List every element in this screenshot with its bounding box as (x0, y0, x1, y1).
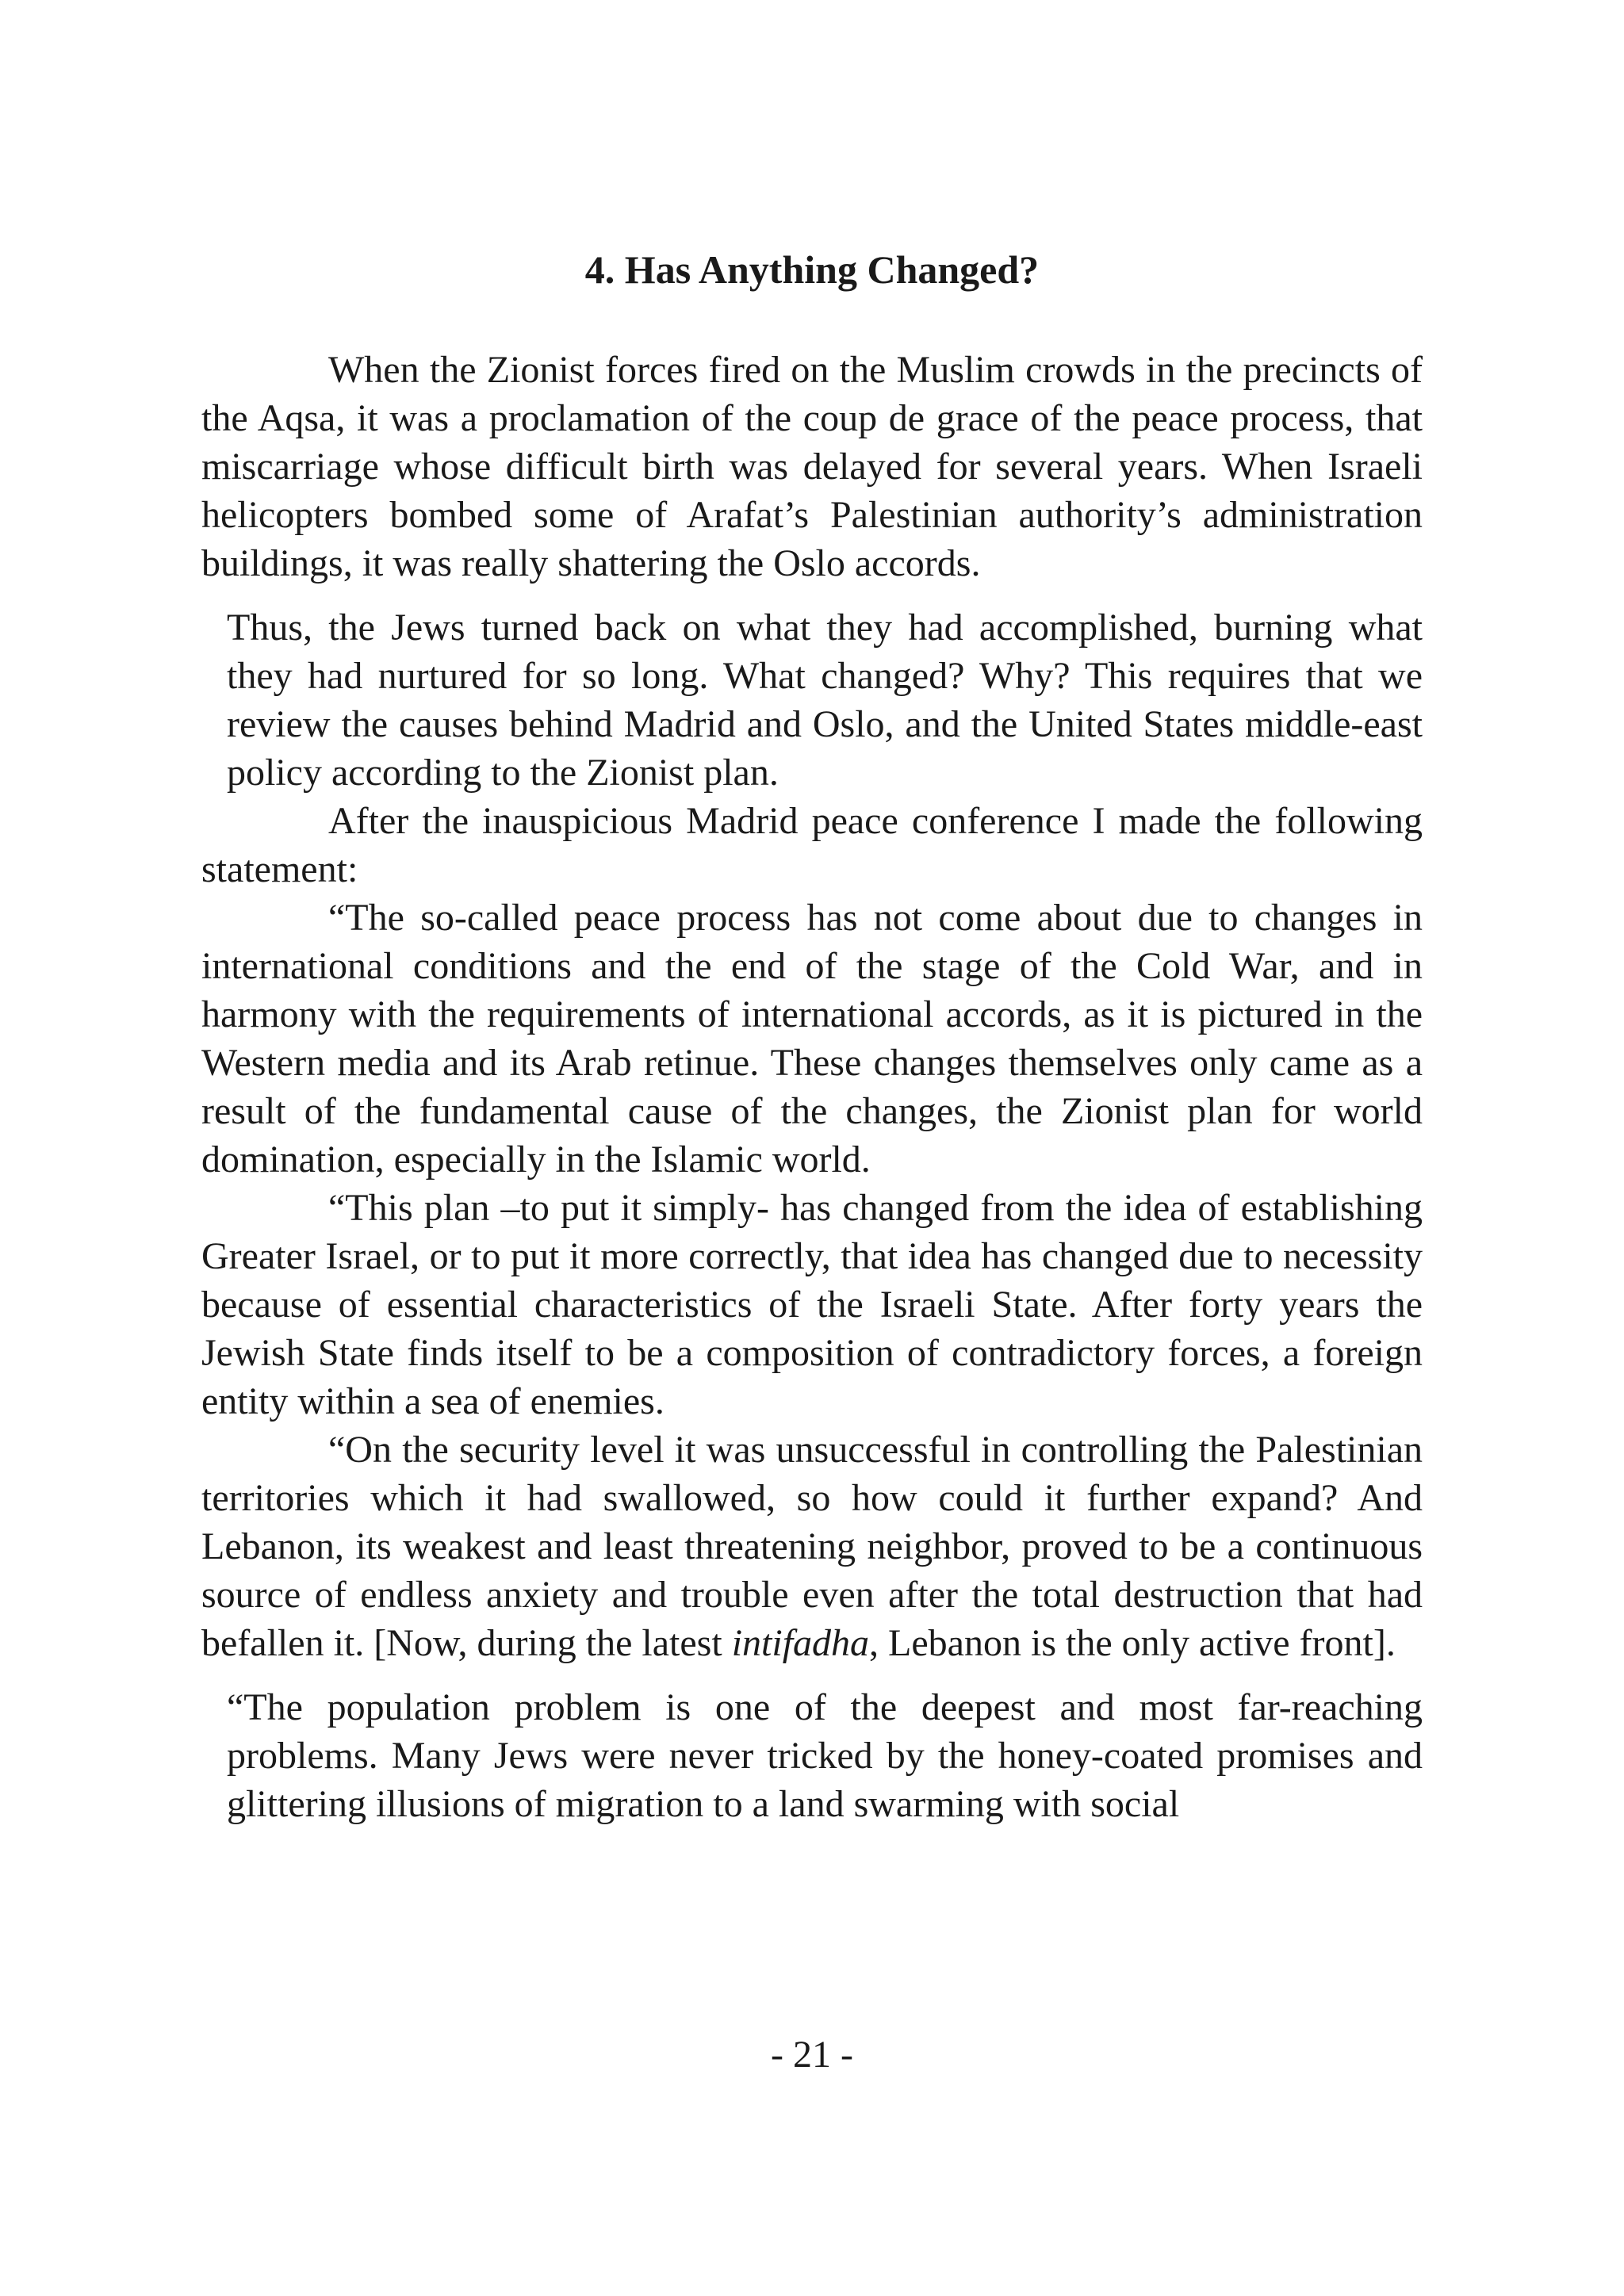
paragraph (201, 1425, 1423, 1667)
paragraph: “The population problem is one of the deepest and most far-reaching problems. Many Jews were never tricked by the honey-coated promises and glittering illusions of migration to a land swarming with social (227, 1686, 1423, 1825)
paragraph-text: “On the security level it was unsuccessful in controlling the Palestinian territories which it had swallowed, so how could it further expand? And Lebanon, its weakest and least threatening neighbor, proved to be a continuous source of endless anxiety and trouble even after the total destruction that had befallen it. [Now, during the latest (201, 1429, 1423, 1664)
paragraph: Thus, the Jews turned back on what they had accomplished, burning what they had nurtured for so long. What changed? Why? This requires that we review the causes behind Madrid and Oslo, and the United States middle-east policy according to the Zionist plan. (227, 607, 1423, 794)
chapter-heading: 4. Has Anything Changed? (584, 247, 1040, 292)
paragraph-text: , Lebanon is the only active front]. (869, 1622, 1396, 1664)
paragraph: “The so-called peace process has not come about due to changes in international conditions and the end of the stage of the Cold War, and in harmony with the requirements of international accords, as it is pictured in the Western media and its Arab retinue. These changes themselves only came as a result of the fundamental cause of the changes, the Zionist plan for world domination, especially in the Islamic world. (201, 897, 1423, 1181)
page-number: - 21 - (771, 2034, 853, 2076)
paragraph: After the inauspicious Madrid peace conference I made the following statement: (201, 800, 1423, 890)
paragraph: When the Zionist forces fired on the Muslim crowds in the precincts of the Aqsa, it was a proclamation of the coup de grace of the peace process, that miscarriage whose difficult birth was delayed for several years. When Israeli helicopters bombed some of Arafat’s Palestinian authority’s administration buildings, it was really shattering the Oslo accords. (201, 349, 1423, 584)
italic-term: intifadha (731, 1622, 870, 1664)
body-text (201, 346, 1423, 1828)
paragraph: “This plan –to put it simply- has changed from the idea of establishing Greater Israel, or to put it more correctly, that idea has changed due to necessity because of essential characteristics of the Israeli State. After forty years the Jewish State finds itself to be a composition of contradictory forces, a foreign entity within a sea of enemies. (201, 1187, 1423, 1422)
